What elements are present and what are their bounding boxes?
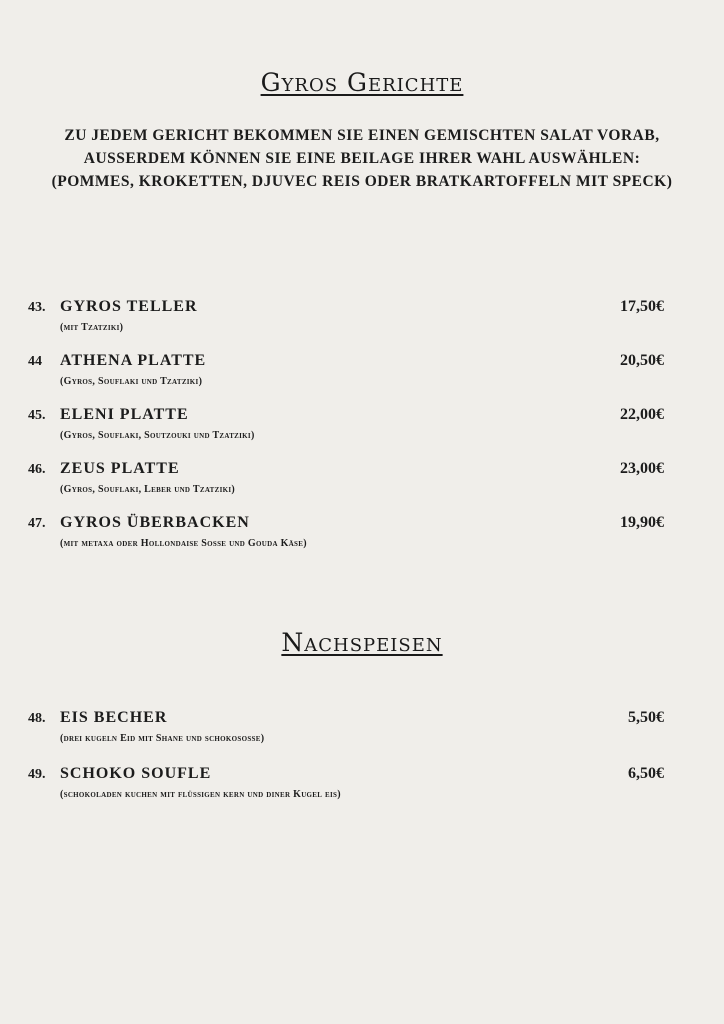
menu-item <box>28 514 664 549</box>
menu-item <box>28 709 664 744</box>
item-number: 49. <box>28 767 46 782</box>
section-title-gyros: Gyros Gerichte <box>260 68 464 97</box>
item-name: ZEUS PLATTE <box>60 460 180 477</box>
item-price: 17,50€ <box>620 298 664 315</box>
item-description: (Gyros, Souflaki, Soutzouki und Tzatziki) <box>60 430 255 441</box>
item-number: 46. <box>28 462 46 477</box>
menu-item <box>28 352 664 387</box>
menu-item <box>28 406 664 441</box>
item-price: 19,90€ <box>620 514 664 531</box>
item-number: 47. <box>28 516 46 531</box>
item-name: GYROS ÜBERBACKEN <box>60 514 250 531</box>
item-price: 23,00€ <box>620 460 664 477</box>
item-price: 5,50€ <box>628 709 664 726</box>
item-price: 20,50€ <box>620 352 664 369</box>
item-name: GYROS TELLER <box>60 298 198 315</box>
item-name: ELENI PLATTE <box>60 406 189 423</box>
item-description: (Gyros, Souflaki, Leber und Tzatziki) <box>60 484 236 495</box>
intro-line-3: (POMMES, KROKETTEN, DJUVEC REIS ODER BRATKARTOFFELN MIT SPECK) <box>51 173 673 190</box>
item-description: (Gyros, Souflaki und Tzatziki) <box>60 376 203 387</box>
item-price: 22,00€ <box>620 406 664 423</box>
section-intro <box>20 124 704 193</box>
intro-line-2: AUSSERDEM KÖNNEN SIE EINE BEILAGE IHRER WAHL AUSWÄHLEN: <box>83 150 641 167</box>
intro-line-1: ZU JEDEM GERICHT BEKOMMEN SIE EINEN GEMISCHTEN SALAT VORAB, <box>64 127 660 144</box>
item-description: (drei kugeln Eid mit Shane und schokososse) <box>60 733 265 744</box>
section-title-nachspeisen: Nachspeisen <box>281 628 443 657</box>
item-description: (mit Tzatziki) <box>60 322 124 333</box>
item-description: (schokoladen kuchen mit flüssigen kern und diner Kugel eis) <box>60 789 341 800</box>
item-number: 43. <box>28 300 46 315</box>
item-number: 48. <box>28 711 46 726</box>
item-number: 45. <box>28 408 46 423</box>
item-name: EIS BECHER <box>60 709 168 726</box>
item-number: 44 <box>28 354 42 369</box>
menu-item <box>28 765 664 800</box>
menu-item <box>28 460 664 495</box>
item-name: ATHENA PLATTE <box>60 352 207 369</box>
item-description: (mit metaxa oder Hollondaise Sosse und Gouda Käse) <box>60 538 307 549</box>
item-price: 6,50€ <box>628 765 664 782</box>
menu-item <box>28 298 664 333</box>
item-name: SCHOKO SOUFLE <box>60 765 212 782</box>
